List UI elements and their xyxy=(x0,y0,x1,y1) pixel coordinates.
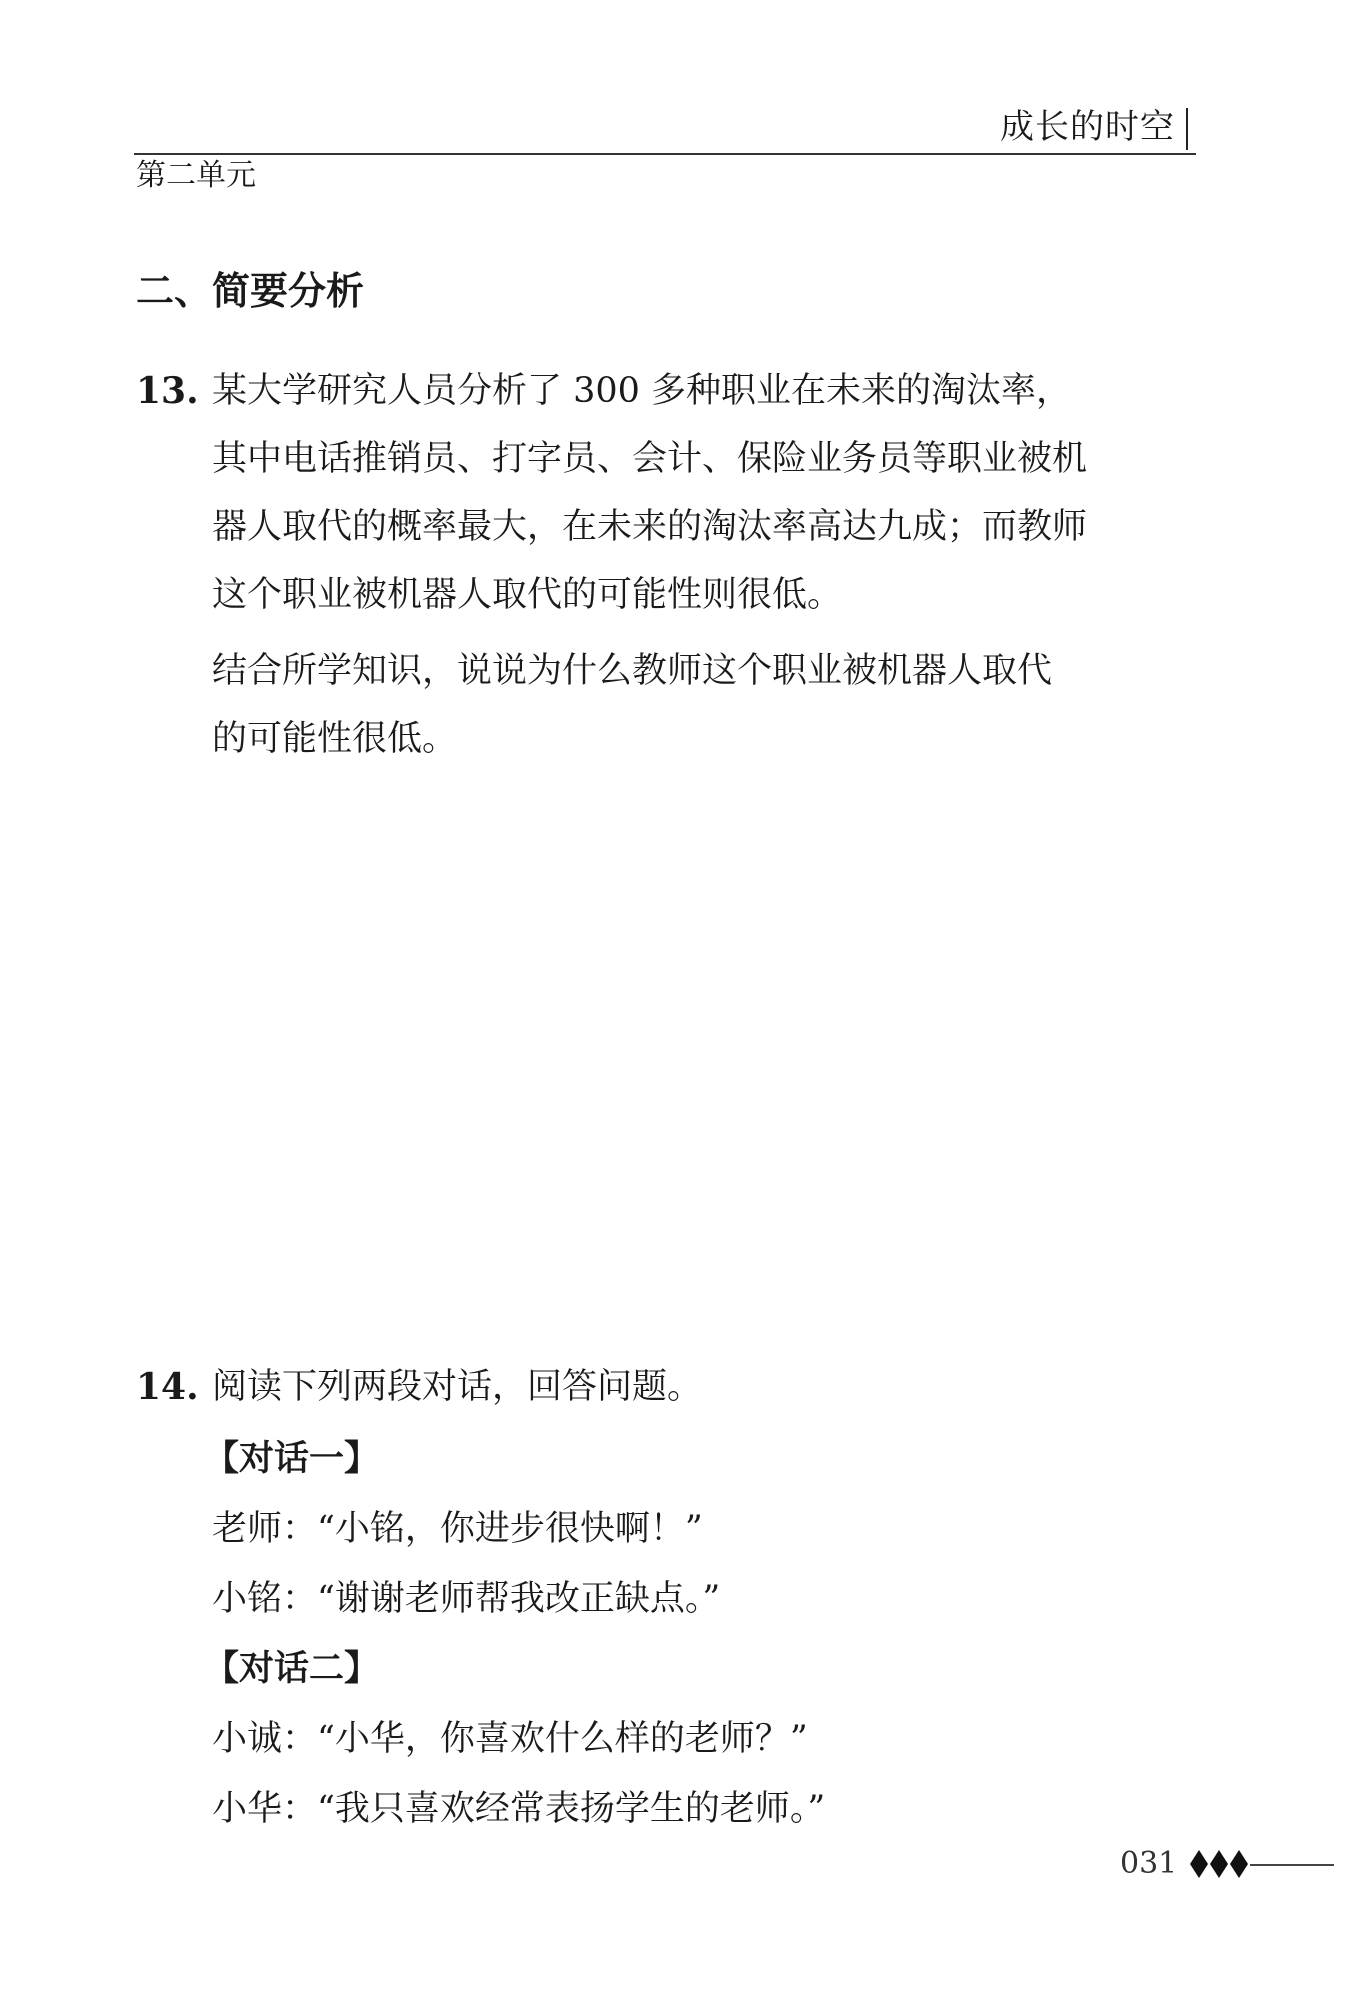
question-13-line-3: 器人取代的概率最大，在未来的淘汰率高达九成；而教师 xyxy=(212,507,1088,547)
question-14-number: 14. xyxy=(136,1366,199,1408)
question-13-line-4: 这个职业被机器人取代的可能性则很低。 xyxy=(212,575,843,615)
dialogue-2-line-1: 小诚：“小华，你喜欢什么样的老师？” xyxy=(212,1719,808,1759)
footer-rule xyxy=(1250,1864,1334,1866)
question-14-intro: 阅读下列两段对话，回答问题。 xyxy=(212,1367,703,1407)
dialogue-1-line-2: 小铭：“谢谢老师帮我改正缺点。” xyxy=(212,1579,721,1619)
dialogue-2-line-2: 小华：“我只喜欢经常表扬学生的老师。” xyxy=(212,1789,826,1829)
diamond-icon xyxy=(1190,1848,1248,1880)
section-heading: 二、简要分析 xyxy=(136,269,365,313)
question-13-line-1: 某大学研究人员分析了 300 多种职业在未来的淘汰率， xyxy=(212,371,1072,411)
dialogue-2-title: 【对话二】 xyxy=(204,1649,380,1689)
dialogue-1-line-1: 老师：“小铭，你进步很快啊！” xyxy=(212,1509,703,1549)
unit-label: 第二单元 xyxy=(136,158,256,193)
header-title: 成长的时空 xyxy=(1000,107,1175,147)
question-13-line-2: 其中电话推销员、打字员、会计、保险业务员等职业被机 xyxy=(212,439,1088,479)
dialogue-1-title: 【对话一】 xyxy=(204,1439,380,1479)
question-13-prompt-line-2: 的可能性很低。 xyxy=(212,719,458,759)
question-13-number: 13. xyxy=(136,370,199,412)
question-13-prompt-line-1: 结合所学知识，说说为什么教师这个职业被机器人取代 xyxy=(212,651,1053,691)
page-number: 031 xyxy=(1120,1846,1178,1881)
header-vertical-bar xyxy=(1186,108,1188,150)
header-rule xyxy=(134,153,1196,155)
